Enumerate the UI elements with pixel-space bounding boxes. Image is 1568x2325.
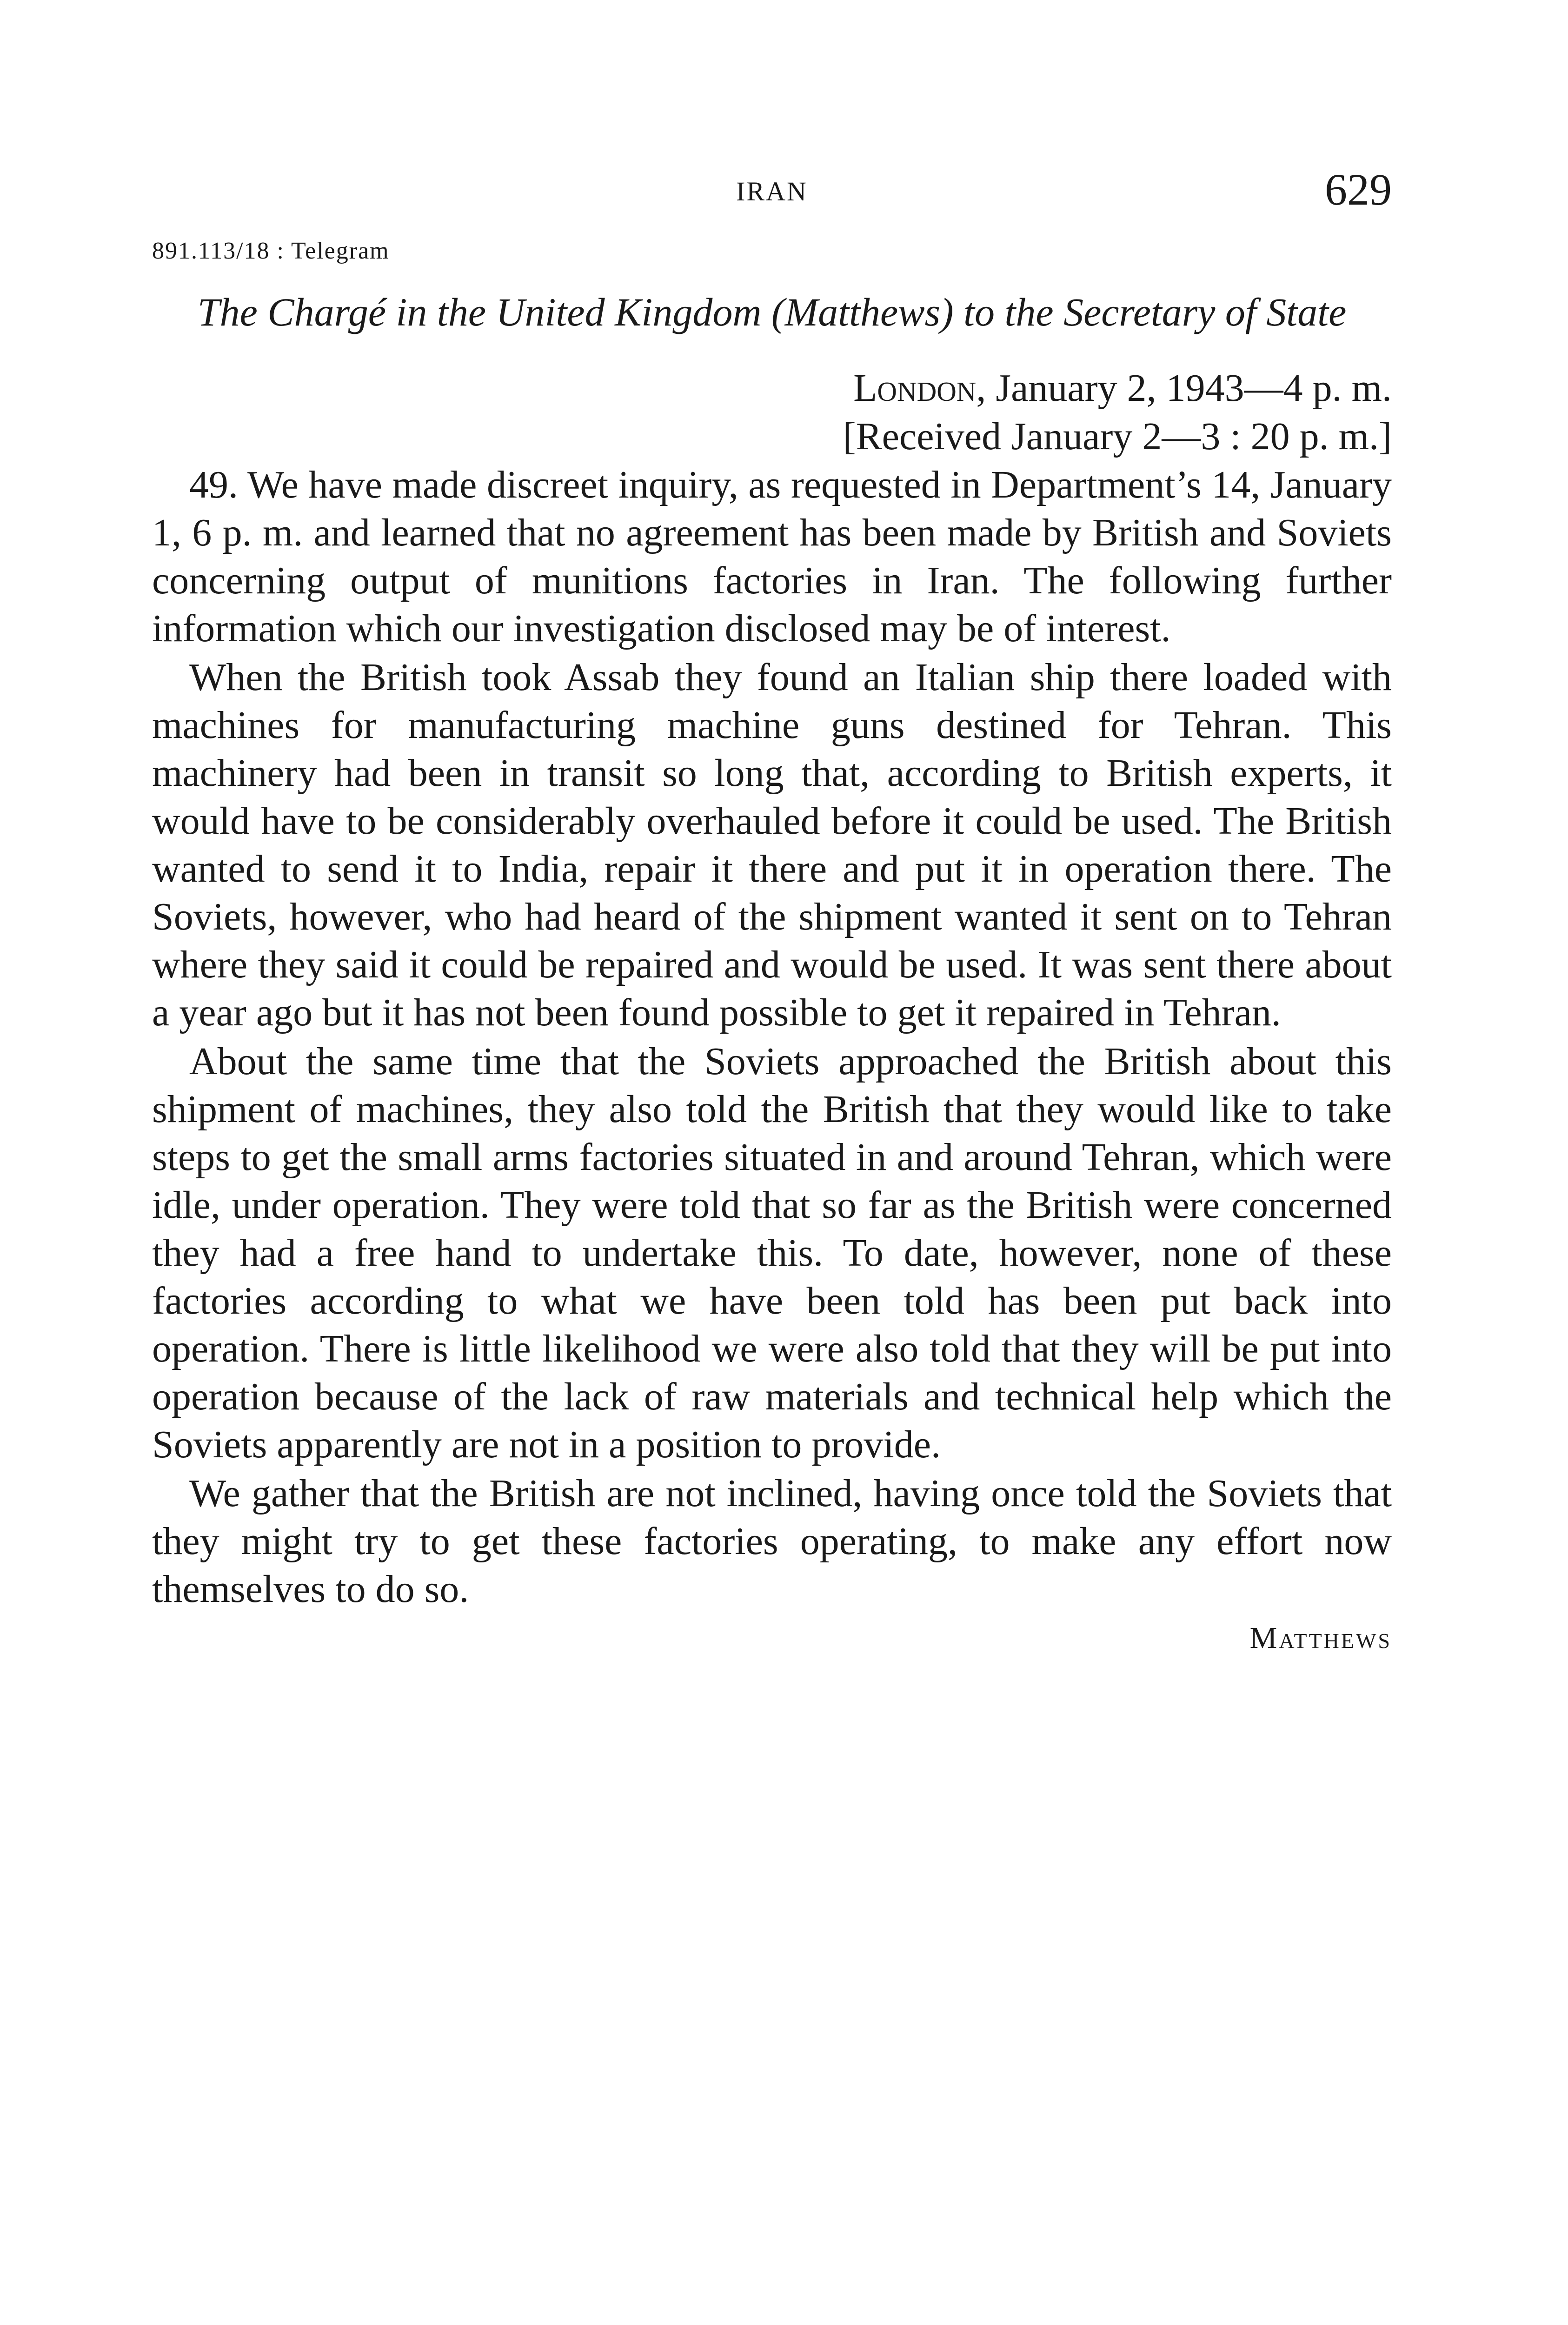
- dateline-received: [Received January 2—3 : 20 p. m.]: [843, 415, 1392, 458]
- document-page: [152, 167, 1392, 1656]
- page-number: 629: [1325, 165, 1392, 214]
- paragraph: We gather that the British are not inclined, having once told the Soviets that they might try to get these factories operating, to make any effort now themselves to do so.: [152, 1472, 1392, 1611]
- document-heading: The Chargé in the United Kingdom (Matthews) to the Secretary of State: [197, 290, 1347, 334]
- running-title: IRAN: [736, 176, 808, 206]
- dateline-place: London: [853, 366, 977, 410]
- paragraph: About the same time that the Soviets approached the British about this shipment of machines, they also told the British that they would like to take steps to get the small arms factories situated in and around Tehran, which were idle, under operation. They were told that so far as the British were concerned they had a free hand to undertake this. To date, however, none of these factories according to what we have been told has been put back into operation. There is little likelihood we were also told that they will be put into operation because of the lack of raw materials and technical help which the Soviets apparently are not in a position to provide.: [152, 1040, 1392, 1466]
- paragraph: 49. We have made discreet inquiry, as requested in Department’s 14, January 1, 6 p. m. and learned that no agreement has been made by British and Soviets concerning output of munitions factories in Iran. The following further information which our investigation disclosed may be of interest.: [152, 463, 1392, 650]
- dateline-sent: [152, 364, 1392, 412]
- paragraph: When the British took Assab they found an Italian ship there loaded with machines for manufacturing machine guns destined for Tehran. This machinery had been in transit so long that, according to British experts, it would have to be considerably overhauled before it could be used. The British wanted to send it to India, repair it there and put it in operation there. The Soviets, however, who had heard of the shipment wanted it sent on to Tehran where they said it could be repaired and would be used. It was sent there about a year ago but it has not been found possible to get it repaired in Tehran.: [152, 656, 1392, 1034]
- telegram-body: [152, 461, 1392, 1613]
- signature: Matthews: [1249, 1621, 1392, 1655]
- dateline-sent-time: , January 2, 1943—4 p. m.: [976, 366, 1392, 410]
- running-header: [152, 167, 1392, 219]
- file-reference: 891.113/18 : Telegram: [152, 238, 390, 264]
- dateline: [152, 364, 1392, 461]
